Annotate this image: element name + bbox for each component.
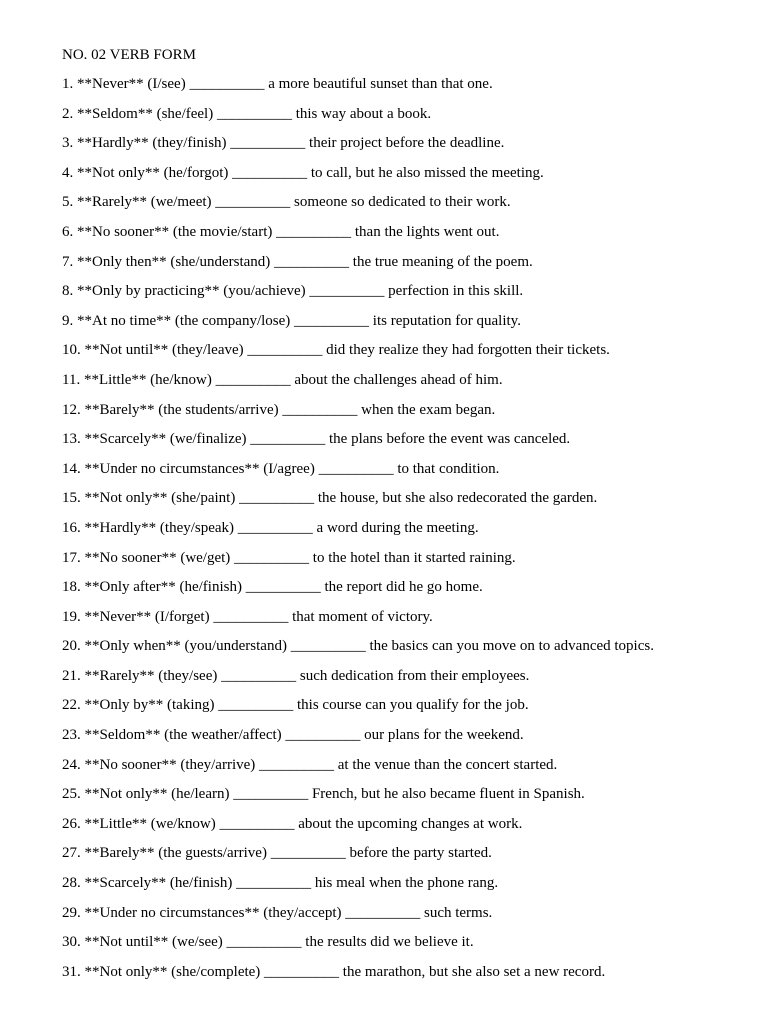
exercise-item: 14. **Under no circumstances** (I/agree) __________ to that condition. (62, 460, 500, 477)
exercise-item: 30. **Not until** (we/see) __________ the results did we believe it. (62, 934, 474, 951)
exercise-item: 9. **At no time** (the company/lose) __________ its reputation for quality. (62, 312, 521, 329)
exercise-item: 28. **Scarcely** (he/finish) __________ his meal when the phone rang. (62, 875, 499, 892)
exercise-item: 23. **Seldom** (the weather/affect) __________ our plans for the weekend. (62, 727, 524, 744)
exercise-item: 7. **Only then** (she/understand) __________ the true meaning of the poem. (62, 253, 533, 270)
exercise-item: 20. **Only when** (you/understand) __________ the basics can you move on to advanced topics. (62, 638, 654, 655)
exercise-item: 25. **Not only** (he/learn) __________ French, but he also became fluent in Spanish. (62, 786, 585, 803)
exercise-list (62, 74, 654, 991)
exercise-item: 17. **No sooner** (we/get) __________ to the hotel than it started raining. (62, 549, 516, 566)
document-title: NO. 02 VERB FORM (62, 47, 196, 63)
exercise-item: 19. **Never** (I/forget) __________ that moment of victory. (62, 608, 433, 625)
exercise-item: 5. **Rarely** (we/meet) __________ someone so dedicated to their work. (62, 194, 511, 211)
exercise-item: 11. **Little** (he/know) __________ about the challenges ahead of him. (62, 371, 503, 388)
exercise-item: 21. **Rarely** (they/see) __________ such dedication from their employees. (62, 667, 530, 684)
exercise-item: 18. **Only after** (he/finish) __________ the report did he go home. (62, 579, 483, 596)
exercise-item: 13. **Scarcely** (we/finalize) __________ the plans before the event was canceled. (62, 431, 571, 448)
exercise-item: 26. **Little** (we/know) __________ about the upcoming changes at work. (62, 815, 523, 832)
exercise-item: 16. **Hardly** (they/speak) __________ a word during the meeting. (62, 519, 479, 536)
exercise-item: 8. **Only by practicing** (you/achieve) __________ perfection in this skill. (62, 283, 524, 300)
exercise-item: 15. **Not only** (she/paint) __________ the house, but she also redecorated the garden. (62, 490, 598, 507)
exercise-item: 6. **No sooner** (the movie/start) __________ than the lights went out. (62, 223, 500, 240)
exercise-item: 2. **Seldom** (she/feel) __________ this way about a book. (62, 105, 432, 122)
exercise-item: 24. **No sooner** (they/arrive) __________ at the venue than the concert started. (62, 756, 558, 773)
exercise-item: 27. **Barely** (the guests/arrive) __________ before the party started. (62, 845, 492, 862)
exercise-item: 4. **Not only** (he/forgot) __________ to call, but he also missed the meeting. (62, 164, 544, 181)
exercise-item: 1. **Never** (I/see) __________ a more beautiful sunset than that one. (62, 76, 493, 92)
exercise-item: 12. **Barely** (the students/arrive) __________ when the exam began. (62, 401, 496, 418)
exercise-item: 3. **Hardly** (they/finish) __________ their project before the deadline. (62, 135, 505, 152)
exercise-item: 31. **Not only** (she/complete) __________ the marathon, but she also set a new record. (62, 963, 606, 980)
exercise-item: 10. **Not until** (they/leave) __________ did they realize they had forgotten their tickets. (62, 342, 610, 359)
exercise-item: 22. **Only by** (taking) __________ this course can you qualify for the job. (62, 697, 529, 714)
exercise-item: 29. **Under no circumstances** (they/accept) __________ such terms. (62, 904, 493, 921)
